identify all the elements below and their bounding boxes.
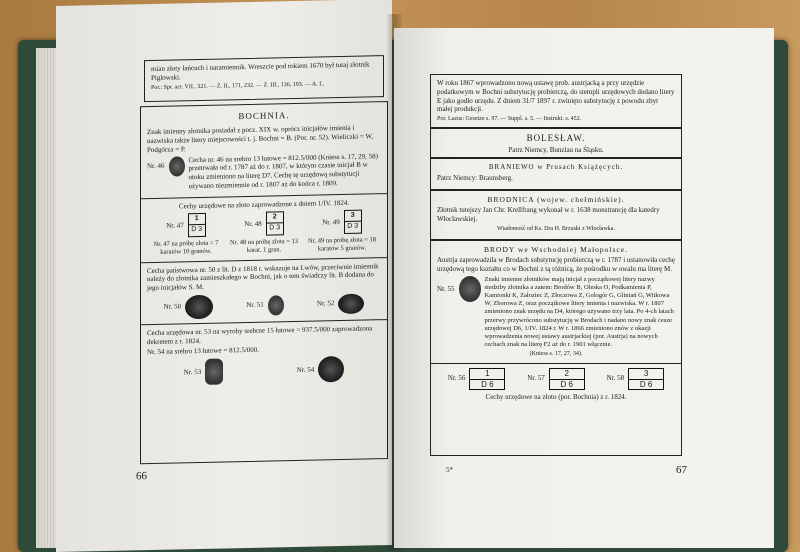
top-note-text: mian złoty łańcuch i naramiennik. Wreszcie pod rokiem 1670 był tutaj złotnik Piglowski. [151,60,370,82]
bochnia-section [140,101,388,464]
brodnica-heading: BRODNICA (wojew. chełmińskie). [487,195,625,204]
mark-58-stamp [628,368,664,390]
mark-48-label: Nr. 48 [244,219,262,228]
boleslaw-heading: BOLESŁAW. [526,133,586,143]
mark-52 [317,293,365,314]
brodnica-ref: Wiadomość od Ks. Dra H. Brzuski z Włocławka. [497,225,615,232]
gold-marks-caption: Cechy urzędowe na złoto zaprowadzone z dniem 1/IV. 1824. [178,198,350,210]
bochnia-cont-box [430,74,682,128]
mark-47-top: 1 [194,215,199,223]
braniewo-box [430,158,682,190]
mark-56-stamp [469,368,505,390]
mark-49-top: 3 [350,211,355,220]
boleslaw-text: Patrz Niemcy, Bunzlau na Śląsku. [508,146,604,155]
marks-53-54-row [147,355,381,386]
mark-49-stamp [344,210,362,234]
mark-46-stamp-icon [169,156,185,176]
mark-49-bottom: D 3 [345,221,361,232]
bochnia-para5: Nr. 54 na srebro 13 łutowe = 812.5/000. [147,345,260,357]
right-page [394,28,774,548]
mark-50-stamp-icon [185,294,213,319]
mark-48-desc: Nr. 48 na próbę złota = 13 karat. 1 gran. [229,238,299,255]
bochnia-heading: BOCHNIA. [238,110,290,122]
brody-ref: (Kniess s. 17, 27, 34). [529,351,583,357]
mark-58-bottom: D 6 [639,379,653,389]
mark-52-label: Nr. 52 [316,299,335,308]
mark-48 [244,211,284,236]
mark-55-label: Nr. 55 [437,284,455,293]
top-note-refs: Por.: Spr. act. VII., 321. — Ż. II., 171, 232. — Ż. III., 136, 193. — A. L. [151,80,325,91]
bochnia-para3: Cecha państwowa nr. 50 z lit. D z 1818 r. wskazuje na Lwów, przeciwnie imiennik należy do złotnika zamieszkałego w Bochni, jak o tem świadczy lit. B dodana do jego inicjałów S. M. [147,261,379,293]
boleslaw-box [430,128,682,158]
brody-gold-marks-row [437,368,675,390]
signature-mark: 5* [446,466,453,474]
braniewo-text: Patrz Niemcy: Braunsberg. [437,173,513,182]
bochnia-cont-refs: Por. Lazus: Gesetze s. 97. — Suppl. s. 5. — Instrukt. s. 452. [437,116,582,122]
bochnia-cont-text: W roku 1867 wprowadzono nową ustawę prob. austrjacką a przy urzędzie podatkowym w Bochni substytucję probierczą, do stempli urzędowych dodano litery E jako godło urzędu. Z dniem 31/7 1897 r. zwinięto substytucję z powodu zbyt małej produkcji. [437,79,675,114]
mark-58-top: 3 [629,369,663,380]
mark-46 [147,156,185,177]
mark-53-label: Nr. 53 [183,367,202,376]
mark-57 [527,368,585,390]
mark-57-label: Nr. 57 [527,374,545,383]
braniewo-heading: BRANIEWO w Prusach Książęcych. [488,163,624,171]
mark-47-label: Nr. 47 [166,221,184,230]
mark-54-label: Nr. 54 [296,365,315,374]
mark-50-label: Nr. 50 [163,302,182,312]
mark-58 [607,368,665,390]
mark-49 [322,210,362,235]
mark-49-label: Nr. 49 [322,217,340,227]
mark-55-stamp-icon [459,276,481,302]
brody-gold-caption: Cechy urzędowe na złoto (por. Bochnia) z r. 1824. [485,392,627,401]
mark-53-stamp-icon [205,358,223,384]
mark-57-top: 2 [550,369,584,380]
mark-51-stamp-icon [268,295,284,315]
divider [431,363,681,364]
left-page [56,0,392,552]
mark-47 [166,213,206,238]
mark-50 [164,294,214,319]
mark-57-stamp [549,368,585,390]
mark-57-bottom: D 6 [560,379,573,389]
brody-box [430,240,682,456]
mark-46-label: Nr. 46 [147,161,165,171]
page-number-right: 67 [676,464,687,476]
mark-51 [246,295,284,316]
bochnia-para2: Cecha nr. 46 na srebro 13 łutowe = 812.5/000 (Kniess s. 17, 29, 58) przetrwała od r. 1787 aż do r. 1807, w którym czasie inicjał B w otoku zmieniono na literę D7. Cechę tę urzędową substytucji używano niezmiennie od r. 1807 aż do końca r. 1809. [188,151,378,190]
brody-text1: Austrja zaprowadziła w Brodach substytucję probierczą w r. 1787 i ustanowiła cechę urzędową tego kształtu co w Bochni z tą różnicą, że pośrodku w owalu ma literę M. [437,256,675,274]
mark-47-stamp [188,213,206,237]
mark-56-bottom: D 6 [481,379,494,389]
mark-54-stamp-icon [318,356,344,383]
mark-49-desc: Nr. 49 na próbę złota = 18 karatów 5 granów. [307,236,377,253]
brodnica-text: Złotnik tutejszy Jan Chr. Krellfrang wykonał w r. 1638 monstrancję dla katedry Włocławskiej. [437,206,660,224]
mark-52-stamp-icon [338,293,364,314]
mark-56 [448,368,506,390]
top-note-box [144,55,384,102]
gold-marks-row [147,209,381,238]
brody-heading: BRODY we Wschodniej Małopolsce. [484,245,628,254]
gold-marks-desc [147,236,381,257]
mark-54 [297,356,345,383]
mark-48-bottom: D 3 [267,223,283,234]
marks-50-52-row [147,291,381,320]
mark-48-stamp [266,211,284,235]
mark-58-label: Nr. 58 [606,374,625,383]
bochnia-para4: Cecha urzędowa nr. 53 na wyroby srebrne 15 łutowe = 937.5/000 zaprowadzona dekretem z r. 1824. [147,324,373,346]
page-number-left: 66 [136,470,147,483]
bochnia-para1: Znak imienny złotnika posiadał z pocz. XIX w. oprócz inicjałów imienia i nazwiska także litery miejscowości t. j. Bochni = B. (Por. nr. 52). Wieliczki = W, Podgórza = P. [147,124,374,154]
mark-56-top: 1 [470,369,504,380]
mark-56-label: Nr. 56 [447,374,466,383]
brody-text2: Znaki imienne złotników mają inicjał z początkowej litery nazwy siedziby złotnika a zatem: Brodów B, Oleska O, Podkamienia P, Kamionki K, Załoziec Z, Złoczowa Z, Gologór G, Gliniań G, Witkowa W, Zborowa Z, oraz początkowe litery imienia i nazwiska. W r. 1807 zmieniono znak urzędu na D4, którego używano trzy lata. Po 4-ch latach przerwy przywrócono substytucję w Brodach i nadano nowy znak cesze urzędowej D6, 1/IV. 1824 r. W r. 1866 zmieniono znów z okazji wprowadzenia nowej ustawy austrjackiej (por. Austrja) na nowych cechach znak na literę F2 aż do r. 1901 włącznie. [484,275,674,348]
mark-47-desc: Nr. 47 na próbę złota = 7 karatów 10 granów. [153,239,219,257]
mark-47-bottom: D 3 [189,224,205,235]
mark-51-label: Nr. 51 [246,301,264,310]
brodnica-box [430,190,682,240]
mark-48-top: 2 [272,213,277,221]
mark-53 [184,358,224,385]
mark-55 [437,276,481,302]
